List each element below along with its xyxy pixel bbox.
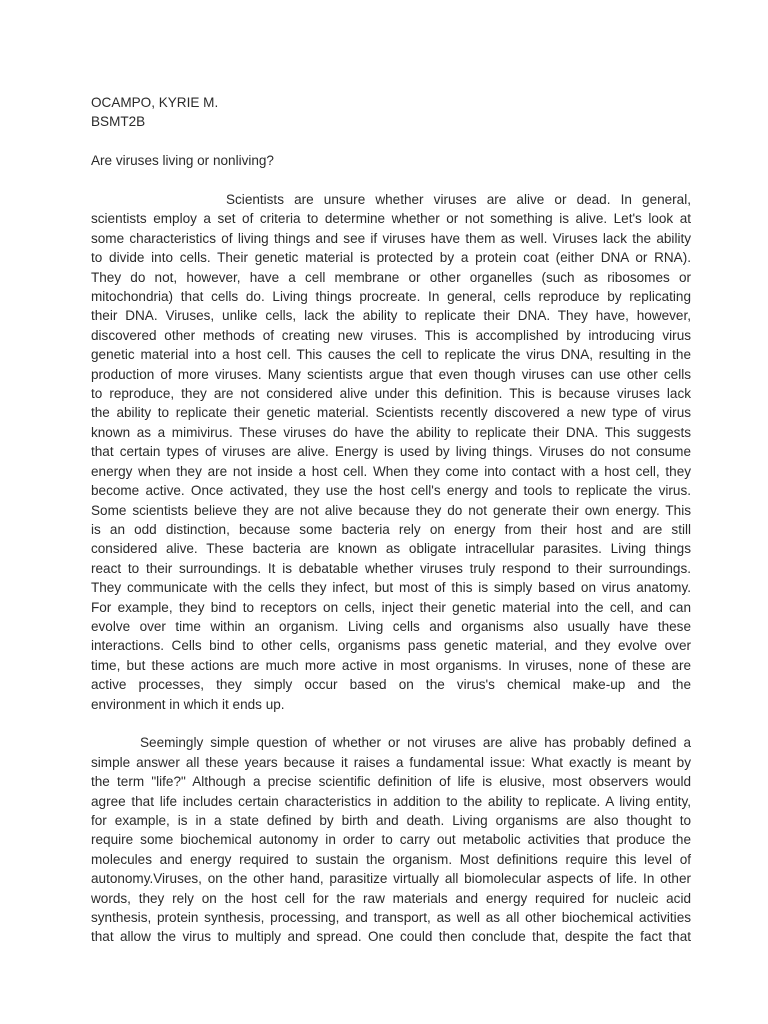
text-line: mitochondria) that cells do. Living things procreate. In general, cells reproduce by replicating	[91, 289, 691, 305]
essay-question: Are viruses living or nonliving?	[91, 153, 274, 169]
text-line: considered alive. These bacteria are known as obligate intracellular parasites. Living things	[91, 541, 691, 557]
text-line: For example, they bind to receptors on cells, inject their genetic material into the cell, and can	[91, 599, 691, 615]
text-line: require some biochemical autonomy in order to carry out metabolic activities that produce the	[91, 832, 691, 848]
author-section: BSMT2B	[91, 114, 146, 130]
text-line: words, they rely on the host cell for the raw materials and energy required for nucleic acid	[91, 890, 691, 906]
text-line: the term "life?" Although a precise scientific definition of life is elusive, most observers would	[91, 774, 691, 790]
text-line: the ability to replicate their genetic material. Scientists recently discovered a new type of virus	[91, 405, 691, 421]
text-line: Scientists are unsure whether viruses are alive or dead. In general,	[226, 192, 691, 207]
text-line: active processes, they simply occur based on the virus's chemical make-up and the	[91, 677, 691, 693]
paragraph-2	[91, 733, 691, 946]
text-line: simple answer all these years because it raises a fundamental issue: What exactly is meant by	[91, 754, 691, 770]
text-line: scientists employ a set of criteria to determine whether or not something is alive. Let's look at	[91, 211, 691, 227]
text-line: their DNA. Viruses, unlike cells, lack the ability to replicate their DNA. They have, however,	[91, 308, 691, 324]
text-line: for example, is in a state defined by birth and death. Living organisms are also thought to	[91, 812, 691, 828]
text-line: that certain types of viruses are alive. Energy is used by living things. Viruses do not consume	[91, 444, 691, 460]
text-line: react to their surroundings. It is debatable whether viruses truly respond to their surroundings.	[91, 560, 691, 576]
text-line: that allow the virus to multiply and spread. One could then conclude that, despite the fact that	[91, 929, 691, 945]
text-line: evolve over time within an organism. Living cells and organisms also usually have these	[91, 618, 691, 634]
text-line: interactions. Cells bind to other cells, organisms pass genetic material, and they evolve over	[91, 638, 691, 654]
text-line: to reproduce, they are not considered alive under this definition. This is because viruses lack	[91, 386, 691, 402]
text-line: Some scientists believe they are not alive because they do not generate their own energy. This	[91, 502, 691, 518]
spacer	[91, 171, 691, 190]
text-line: energy when they are not inside a host cell. When they come into contact with a host cell, they	[91, 463, 691, 479]
text-line: They do not, however, have a cell membrane or other organelles (such as ribosomes or	[91, 269, 691, 285]
text-line: environment in which it ends up.	[91, 696, 285, 712]
document-page	[91, 93, 691, 947]
spacer	[91, 714, 691, 733]
spacer	[91, 132, 691, 151]
text-line: some characteristics of living things and see if viruses have them as well. Viruses lack the ability	[91, 230, 691, 246]
text-line: agree that life includes certain characteristics in addition to the ability to replicate. A living entity,	[91, 793, 691, 809]
text-line: production of more viruses. Many scientists argue that even though viruses can use other cells	[91, 366, 691, 382]
text-line: is an odd distinction, because some bacteria rely on energy from their host and are still	[91, 521, 691, 537]
text-line: known as a mimivirus. These viruses do have the ability to replicate their DNA. This suggests	[91, 424, 691, 440]
text-line: They communicate with the cells they infect, but most of this is simply based on virus anatomy.	[91, 580, 691, 596]
text-line: genetic material into a host cell. This causes the cell to replicate the virus DNA, resulting in the	[91, 347, 691, 363]
text-line: to divide into cells. Their genetic material is protected by a protein coat (either DNA or RNA).	[91, 250, 691, 266]
text-line: molecules and energy required to sustain the organism. Most definitions require this level of	[91, 851, 691, 867]
text-line: time, but these actions are much more active in most organisms. In viruses, none of these are	[91, 657, 691, 673]
text-line: discovered other methods of creating new viruses. This is accomplished by introducing virus	[91, 327, 691, 343]
text-line: autonomy.Viruses, on the other hand, parasitize virtually all biomolecular aspects of life. In other	[91, 871, 691, 887]
author-name: OCAMPO, KYRIE M.	[91, 95, 219, 110]
text-line: Seemingly simple question of whether or not viruses are alive has probably defined a	[140, 735, 691, 751]
paragraph-1	[91, 190, 691, 714]
text-line: synthesis, protein synthesis, processing, and transport, as well as all other biochemical activities	[91, 910, 691, 926]
text-line: become active. Once activated, they use the host cell's energy and tools to replicate the virus.	[91, 483, 691, 499]
